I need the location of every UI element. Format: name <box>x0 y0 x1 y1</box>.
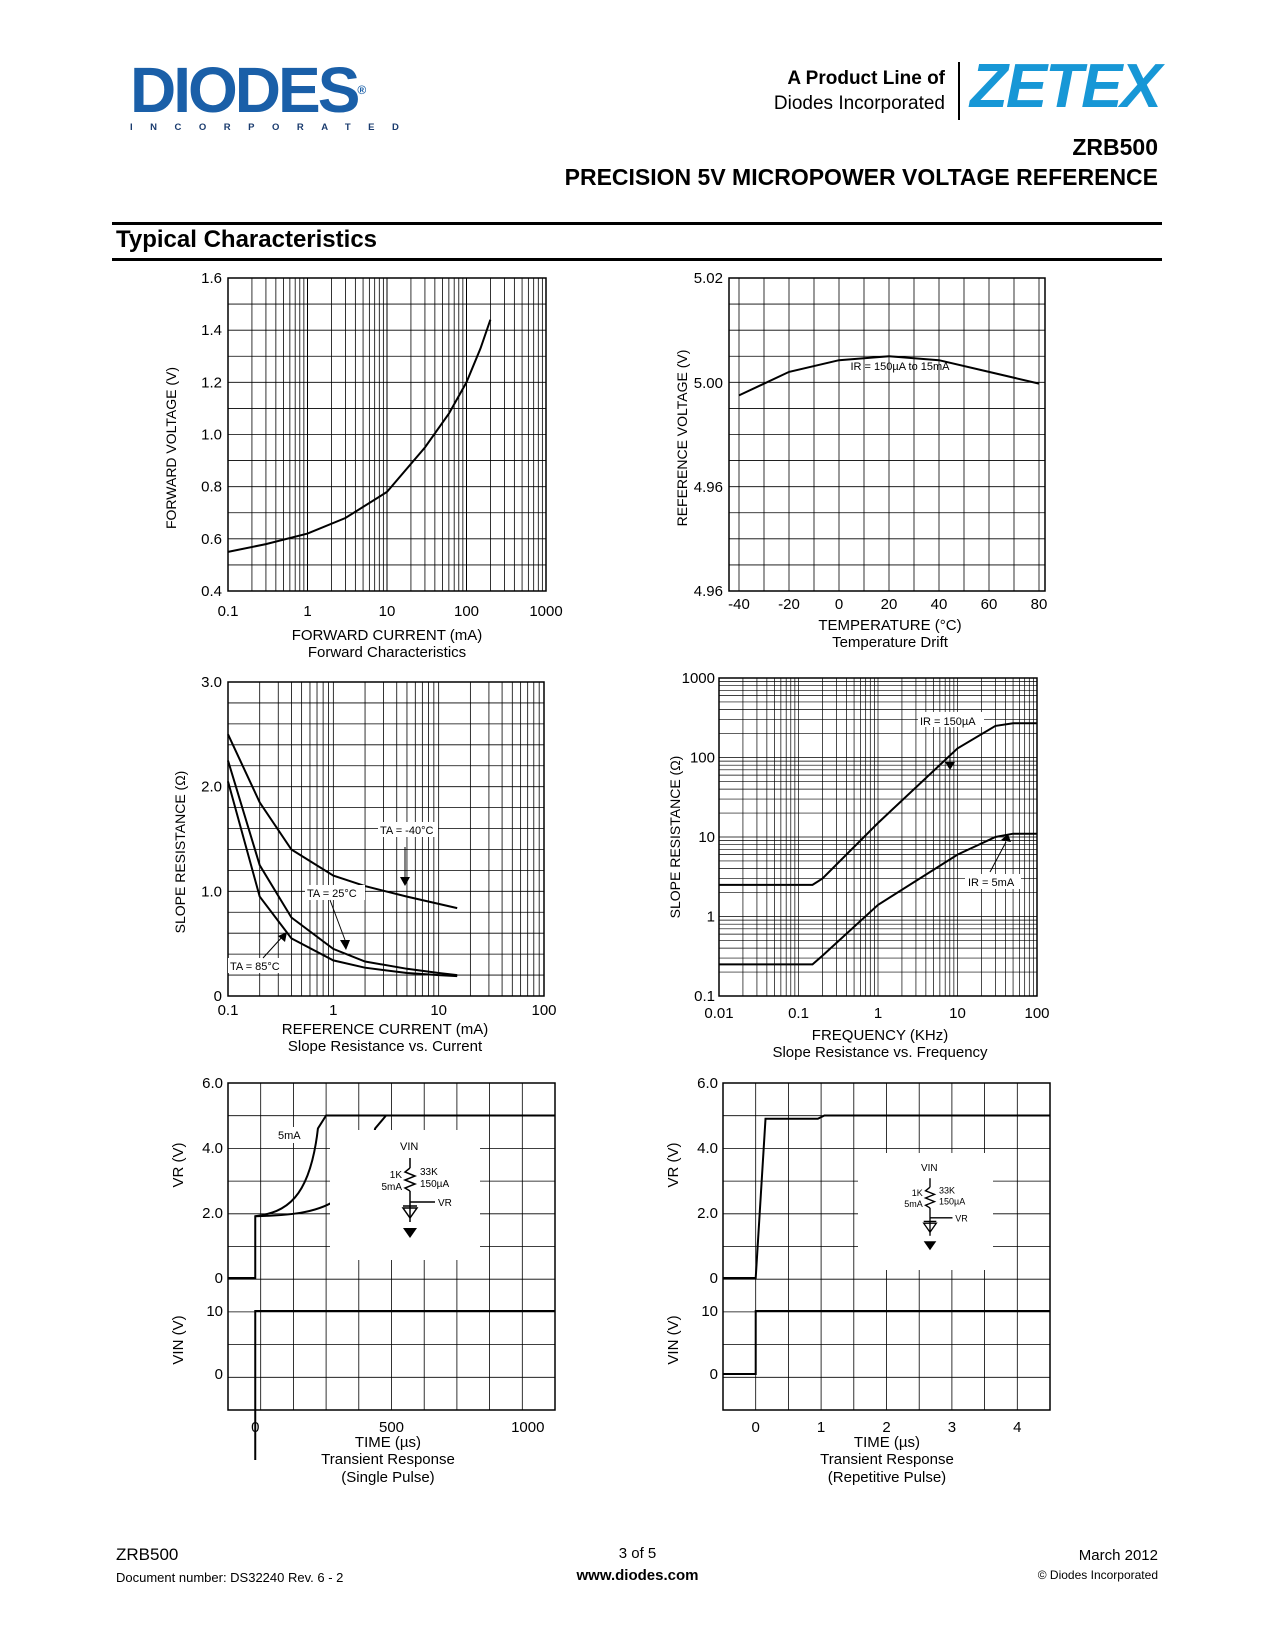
y-tick-label: 1000 <box>681 672 715 687</box>
y-tick-label: 4.0 <box>202 1140 223 1157</box>
x-tick-label: 1 <box>873 1005 883 1022</box>
chart-sloperes-title: Slope Resistance vs. Current <box>287 1038 483 1055</box>
x-tick-label: 0 <box>834 596 844 613</box>
y-tick-label: 0 <box>709 1270 718 1287</box>
x-tick-label: 4 <box>1013 1419 1022 1436</box>
x-tick-label: 0 <box>751 1419 760 1436</box>
footer-website-link[interactable]: www.diodes.com <box>576 1567 699 1584</box>
y-tick-label: 4.0 <box>697 1140 718 1157</box>
x-tick-label: 10 <box>949 1005 966 1022</box>
chart-forward <box>160 268 590 668</box>
y-tick-label: 0.4 <box>201 583 222 600</box>
circuit-r1-label: 1K <box>389 1170 402 1181</box>
transient1-xlabel: TIME (µs) <box>354 1434 422 1451</box>
y-tick-label: 10 <box>698 829 715 846</box>
y-tick-label: 4.96 <box>693 479 723 496</box>
circuit-r1-label: 1K <box>911 1188 923 1199</box>
circuit-vr-label: VR <box>438 1198 452 1209</box>
x-tick-label: 1 <box>303 603 312 620</box>
x-tick-label: 100 <box>531 1002 557 1019</box>
y-tick-label: 4.96 <box>693 583 723 600</box>
transient1-ylabel-bottom: VIN (V) <box>170 1315 187 1365</box>
x-tick-label: 100 <box>1024 1005 1050 1022</box>
y-tick-label: 6.0 <box>697 1075 718 1092</box>
footer-part: ZRB500 <box>116 1545 179 1564</box>
transient2-ylabel-bottom: VIN (V) <box>665 1315 682 1365</box>
y-tick-label: 2.0 <box>697 1205 718 1222</box>
chart-transient1 <box>165 1075 590 1495</box>
series-label: TA = 25°C <box>307 888 357 900</box>
chart-slopefreq-ylabel: SLOPE RESISTANCE (Ω) <box>667 755 683 919</box>
chart-tempdrift-xlabel: TEMPERATURE (°C) <box>818 617 962 634</box>
chart-forward-title: Forward Characteristics <box>307 644 467 661</box>
chart-forward-ylabel: FORWARD VOLTAGE (V) <box>163 366 179 530</box>
transient1-ylabel-top: VR (V) <box>170 1142 187 1188</box>
x-tick-label: 60 <box>980 596 998 613</box>
product-line-label: A Product Line of <box>787 68 945 89</box>
y-tick-label: 3.0 <box>201 674 222 691</box>
label-pointer <box>990 842 1006 872</box>
series-label: IR = 5mA <box>968 877 1015 889</box>
y-tick-label: 1.6 <box>201 270 222 287</box>
x-tick-label: 40 <box>930 596 948 613</box>
chart-tempdrift-title: Temperature Drift <box>832 634 948 651</box>
y-tick-label: 1.4 <box>201 322 222 340</box>
y-tick-label: 0 <box>214 1366 223 1383</box>
y-tick-label: 0 <box>213 988 222 1005</box>
transient1-title: Transient Response <box>321 1451 455 1468</box>
section-title: Typical Characteristics <box>116 226 378 253</box>
sloperes-curve-m40 <box>228 734 457 908</box>
y-tick-label: 2.0 <box>202 1205 223 1222</box>
chart-forward-grid <box>228 278 546 591</box>
circuit-r2-label: 33K <box>420 1167 438 1178</box>
x-tick-label: 1 <box>816 1419 826 1436</box>
x-tick-label: 100 <box>453 603 480 620</box>
y-tick-label: 1.0 <box>201 883 222 901</box>
diodes-logo <box>130 54 430 138</box>
series-label: TA = -40°C <box>380 825 434 837</box>
x-tick-label: 10 <box>378 603 396 620</box>
circuit-vin-label: VIN <box>400 1141 419 1153</box>
transient1-subtitle: (Single Pulse) <box>341 1469 435 1486</box>
y-tick-label: 0.6 <box>201 530 222 548</box>
x-tick-label: 0 <box>251 1419 260 1436</box>
transient2-subtitle: (Repetitive Pulse) <box>827 1469 947 1486</box>
y-tick-label: 5.00 <box>693 375 723 392</box>
chart-sloperes <box>165 672 590 1072</box>
y-tick-label: 1.2 <box>201 374 222 392</box>
chart-sloperes-ylabel: SLOPE RESISTANCE (Ω) <box>172 770 188 934</box>
chart-sloperes-frame <box>228 682 544 996</box>
label-pointer <box>263 936 283 958</box>
x-tick-label: 1 <box>329 1002 338 1019</box>
footer-page-number: 3 of 5 <box>618 1545 657 1562</box>
y-tick-label: 10 <box>701 1303 718 1320</box>
y-tick-label: 5.02 <box>693 270 723 287</box>
chart-slopefreq-xlabel: FREQUENCY (KHz) <box>811 1027 949 1044</box>
footer-copyright: © Diodes Incorporated <box>1037 1568 1158 1582</box>
footer-doc-number: Document number: DS32240 Rev. 6 - 2 <box>116 1570 344 1585</box>
x-tick-label: 1000 <box>511 1419 545 1436</box>
logo-registered: ® <box>357 83 367 97</box>
series-label: IR = 150µA <box>920 716 976 728</box>
y-tick-label: 0.8 <box>201 478 222 496</box>
x-tick-label: -40 <box>728 596 750 613</box>
chart-tempdrift-ylabel: REFERENCE VOLTAGE (V) <box>674 349 690 527</box>
y-tick-label: 100 <box>689 749 715 767</box>
company-name: Diodes Incorporated <box>773 93 945 114</box>
footer-date: March 2012 <box>1078 1547 1158 1564</box>
circuit-i2-label: 150µA <box>420 1179 450 1190</box>
y-tick-label: 1 <box>706 908 715 926</box>
test-circuit <box>330 1130 480 1260</box>
logo-sub: INCORPORATED <box>130 122 417 133</box>
x-tick-label: 3 <box>947 1419 957 1436</box>
circuit-i2-label: 150µA <box>939 1196 966 1207</box>
circuit-vin-label: VIN <box>921 1163 938 1174</box>
y-tick-label: 1.0 <box>201 426 222 444</box>
doc-subtitle: PRECISION 5V MICROPOWER VOLTAGE REFERENCE <box>564 164 1158 190</box>
x-tick-label: 0.1 <box>217 603 239 620</box>
circuit-i1-label: 5mA <box>381 1182 402 1193</box>
y-tick-label: 2.0 <box>201 778 222 796</box>
chart-transient2 <box>660 1075 1100 1495</box>
label-arrowhead <box>400 877 410 886</box>
transient2-title: Transient Response <box>820 1451 954 1468</box>
x-tick-label: 0.1 <box>788 1005 809 1022</box>
y-tick-label: 0 <box>214 1270 223 1287</box>
y-tick-label: 0 <box>709 1366 718 1383</box>
x-tick-label: 2 <box>882 1419 891 1436</box>
forward-curve <box>228 320 490 552</box>
chart-sloperes-xlabel: REFERENCE CURRENT (mA) <box>281 1021 489 1038</box>
trace-label-5ma: 5mA <box>278 1130 301 1142</box>
label-arrowhead <box>945 762 955 770</box>
chart-forward-xlabel: FORWARD CURRENT (mA) <box>291 627 483 644</box>
test-circuit <box>858 1153 993 1270</box>
transient2-xlabel: TIME (µs) <box>853 1434 921 1451</box>
part-number: ZRB500 <box>1072 134 1158 160</box>
label-pointer <box>330 900 345 940</box>
y-tick-label: 6.0 <box>202 1075 223 1092</box>
tempdrift-annotation: IR = 150µA to 15mA <box>850 361 950 373</box>
section-rule-bottom <box>112 258 1162 261</box>
chart-slopefreq-title: Slope Resistance vs. Frequency <box>772 1044 988 1061</box>
x-tick-label: 500 <box>378 1419 405 1436</box>
x-tick-label: 0.1 <box>217 1002 239 1019</box>
circuit-vr-label: VR <box>955 1213 968 1224</box>
x-tick-label: 1000 <box>529 603 563 620</box>
label-arrowhead <box>340 940 350 950</box>
series-label: TA = 85°C <box>230 961 280 973</box>
product-line <box>774 66 945 116</box>
x-tick-label: 0.01 <box>704 1005 734 1022</box>
circuit-i1-label: 5mA <box>904 1199 923 1209</box>
x-tick-label: 10 <box>430 1002 448 1019</box>
chart-tempdrift <box>665 268 1105 668</box>
logo-text: DIODES <box>130 54 358 126</box>
circuit-r2-label: 33K <box>939 1185 956 1196</box>
zetex-logo: ZETEX <box>970 52 1160 121</box>
x-tick-label: -20 <box>778 596 800 613</box>
section-rule-top <box>112 222 1162 225</box>
transient2-ylabel-top: VR (V) <box>665 1142 682 1188</box>
header-divider <box>958 62 960 120</box>
y-tick-label: 0.1 <box>694 988 715 1005</box>
x-tick-label: 20 <box>880 596 898 613</box>
chart-slopefreq <box>660 672 1100 1072</box>
x-tick-label: 80 <box>1030 596 1048 613</box>
y-tick-label: 10 <box>206 1303 223 1320</box>
